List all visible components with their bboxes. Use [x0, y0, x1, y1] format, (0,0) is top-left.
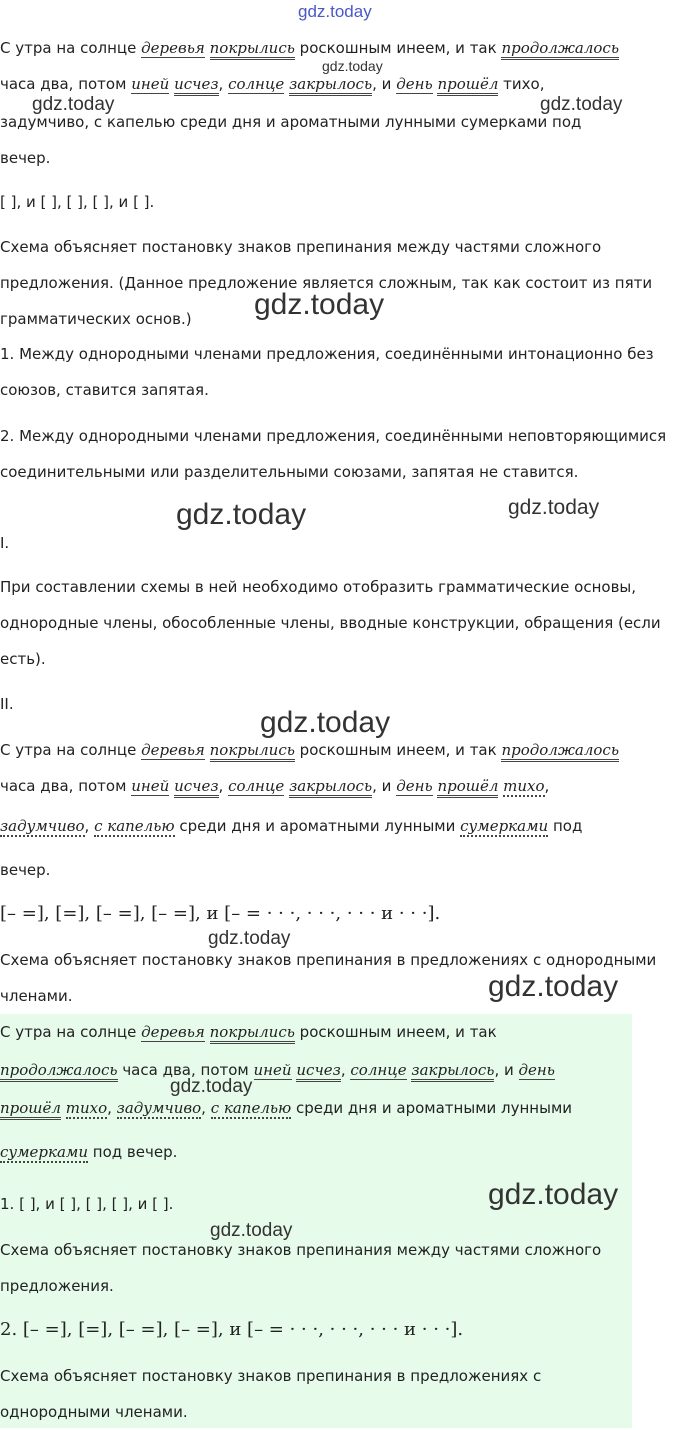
rule-1: 1. Между однородными членами предложения, соединёнными интонационно без союзов, ставится запятая.: [0, 345, 654, 399]
sentence-line-1: С утра на солнце деревья покрылись роскошным инеем, и так продолжалось: [0, 732, 676, 768]
watermark: gdz.today: [208, 928, 291, 949]
roman-1: I.: [0, 534, 10, 552]
section-text: При составлении схемы в ней необходимо отобразить грамматические основы, однородные члены, обособленные члены, вводные конструкции, обращения (если есть).: [0, 578, 661, 668]
answer-explanation-2: Схема объясняет постановку знаков препинания в предложениях с однородными членами.: [0, 1367, 542, 1421]
rule-2: 2. Между однородными членами предложения, соединёнными неповторяющимися соединительными или разделительными союзами, запятая не ставится.: [0, 427, 667, 481]
watermark: gdz.today: [210, 1220, 293, 1241]
schema-2: [– =], [=], [– =], [– =], и [– = · · ·, · · ·, · · · и · · ·].: [0, 903, 441, 924]
sentence-line-3: задумчиво, с капелью среди дня и ароматными лунными сумерками под: [0, 113, 582, 131]
sentence-line-4: вечер.: [0, 861, 51, 879]
watermark-top: gdz.today: [298, 2, 372, 21]
sentence-line-4: вечер.: [0, 149, 51, 167]
answer-schema-2: 2. [– =], [=], [– =], [– =], и [– = · · ·, · · ·, · · · и · · ·].: [0, 1319, 464, 1340]
watermark: gdz.today: [508, 496, 600, 519]
watermark: gdz.today: [176, 498, 307, 531]
answer-sentence-line-2: продолжалось часа два, потом иней исчез, солнце закрылось, и день: [0, 1052, 630, 1088]
watermark: gdz.today: [170, 1076, 253, 1097]
answer-sentence-line-4: сумерками под вечер.: [0, 1143, 178, 1161]
sentence-line-1: С утра на солнце деревья покрылись роскошным инеем, и так продолжалось: [0, 30, 676, 66]
answer-schema-1: 1. [ ], и [ ], [ ], [ ], и [ ].: [0, 1195, 174, 1213]
sentence-line-3: задумчиво, с капелью среди дня и ароматными лунными сумерками под: [0, 817, 583, 835]
answer-explanation-1: Схема объясняет постановку знаков препинания между частями сложного предложения.: [0, 1241, 602, 1295]
explanation-2: Схема объясняет постановку знаков препинания в предложениях с однородными членами.: [0, 951, 657, 1005]
watermark: gdz.today: [254, 288, 385, 321]
sentence-line-2: часа два, потом иней исчез, солнце закрылось, и день прошёл тихо,: [0, 768, 676, 804]
answer-sentence-line-3: прошёл тихо, задумчиво, с капелью среди дня и ароматными лунными: [0, 1090, 630, 1126]
roman-2: II.: [0, 695, 14, 713]
explanation-1: Схема объясняет постановку знаков препинания между частями сложного предложения. (Данное предложение является сложным, так как состоит из пяти грамматических основ.): [0, 238, 653, 328]
watermark: gdz.today: [488, 970, 619, 1003]
watermark: gdz.today: [32, 94, 115, 115]
watermark: gdz.today: [322, 58, 383, 74]
answer-sentence-line-1: С утра на солнце деревья покрылись роскошным инеем, и так: [0, 1014, 630, 1050]
watermark: gdz.today: [260, 706, 391, 739]
sentence-line-2: часа два, потом иней исчез, солнце закрылось, и день прошёл тихо,: [0, 66, 676, 102]
watermark: gdz.today: [540, 94, 623, 115]
watermark: gdz.today: [488, 1178, 619, 1211]
schema-1: [ ], и [ ], [ ], [ ], и [ ].: [0, 193, 155, 211]
